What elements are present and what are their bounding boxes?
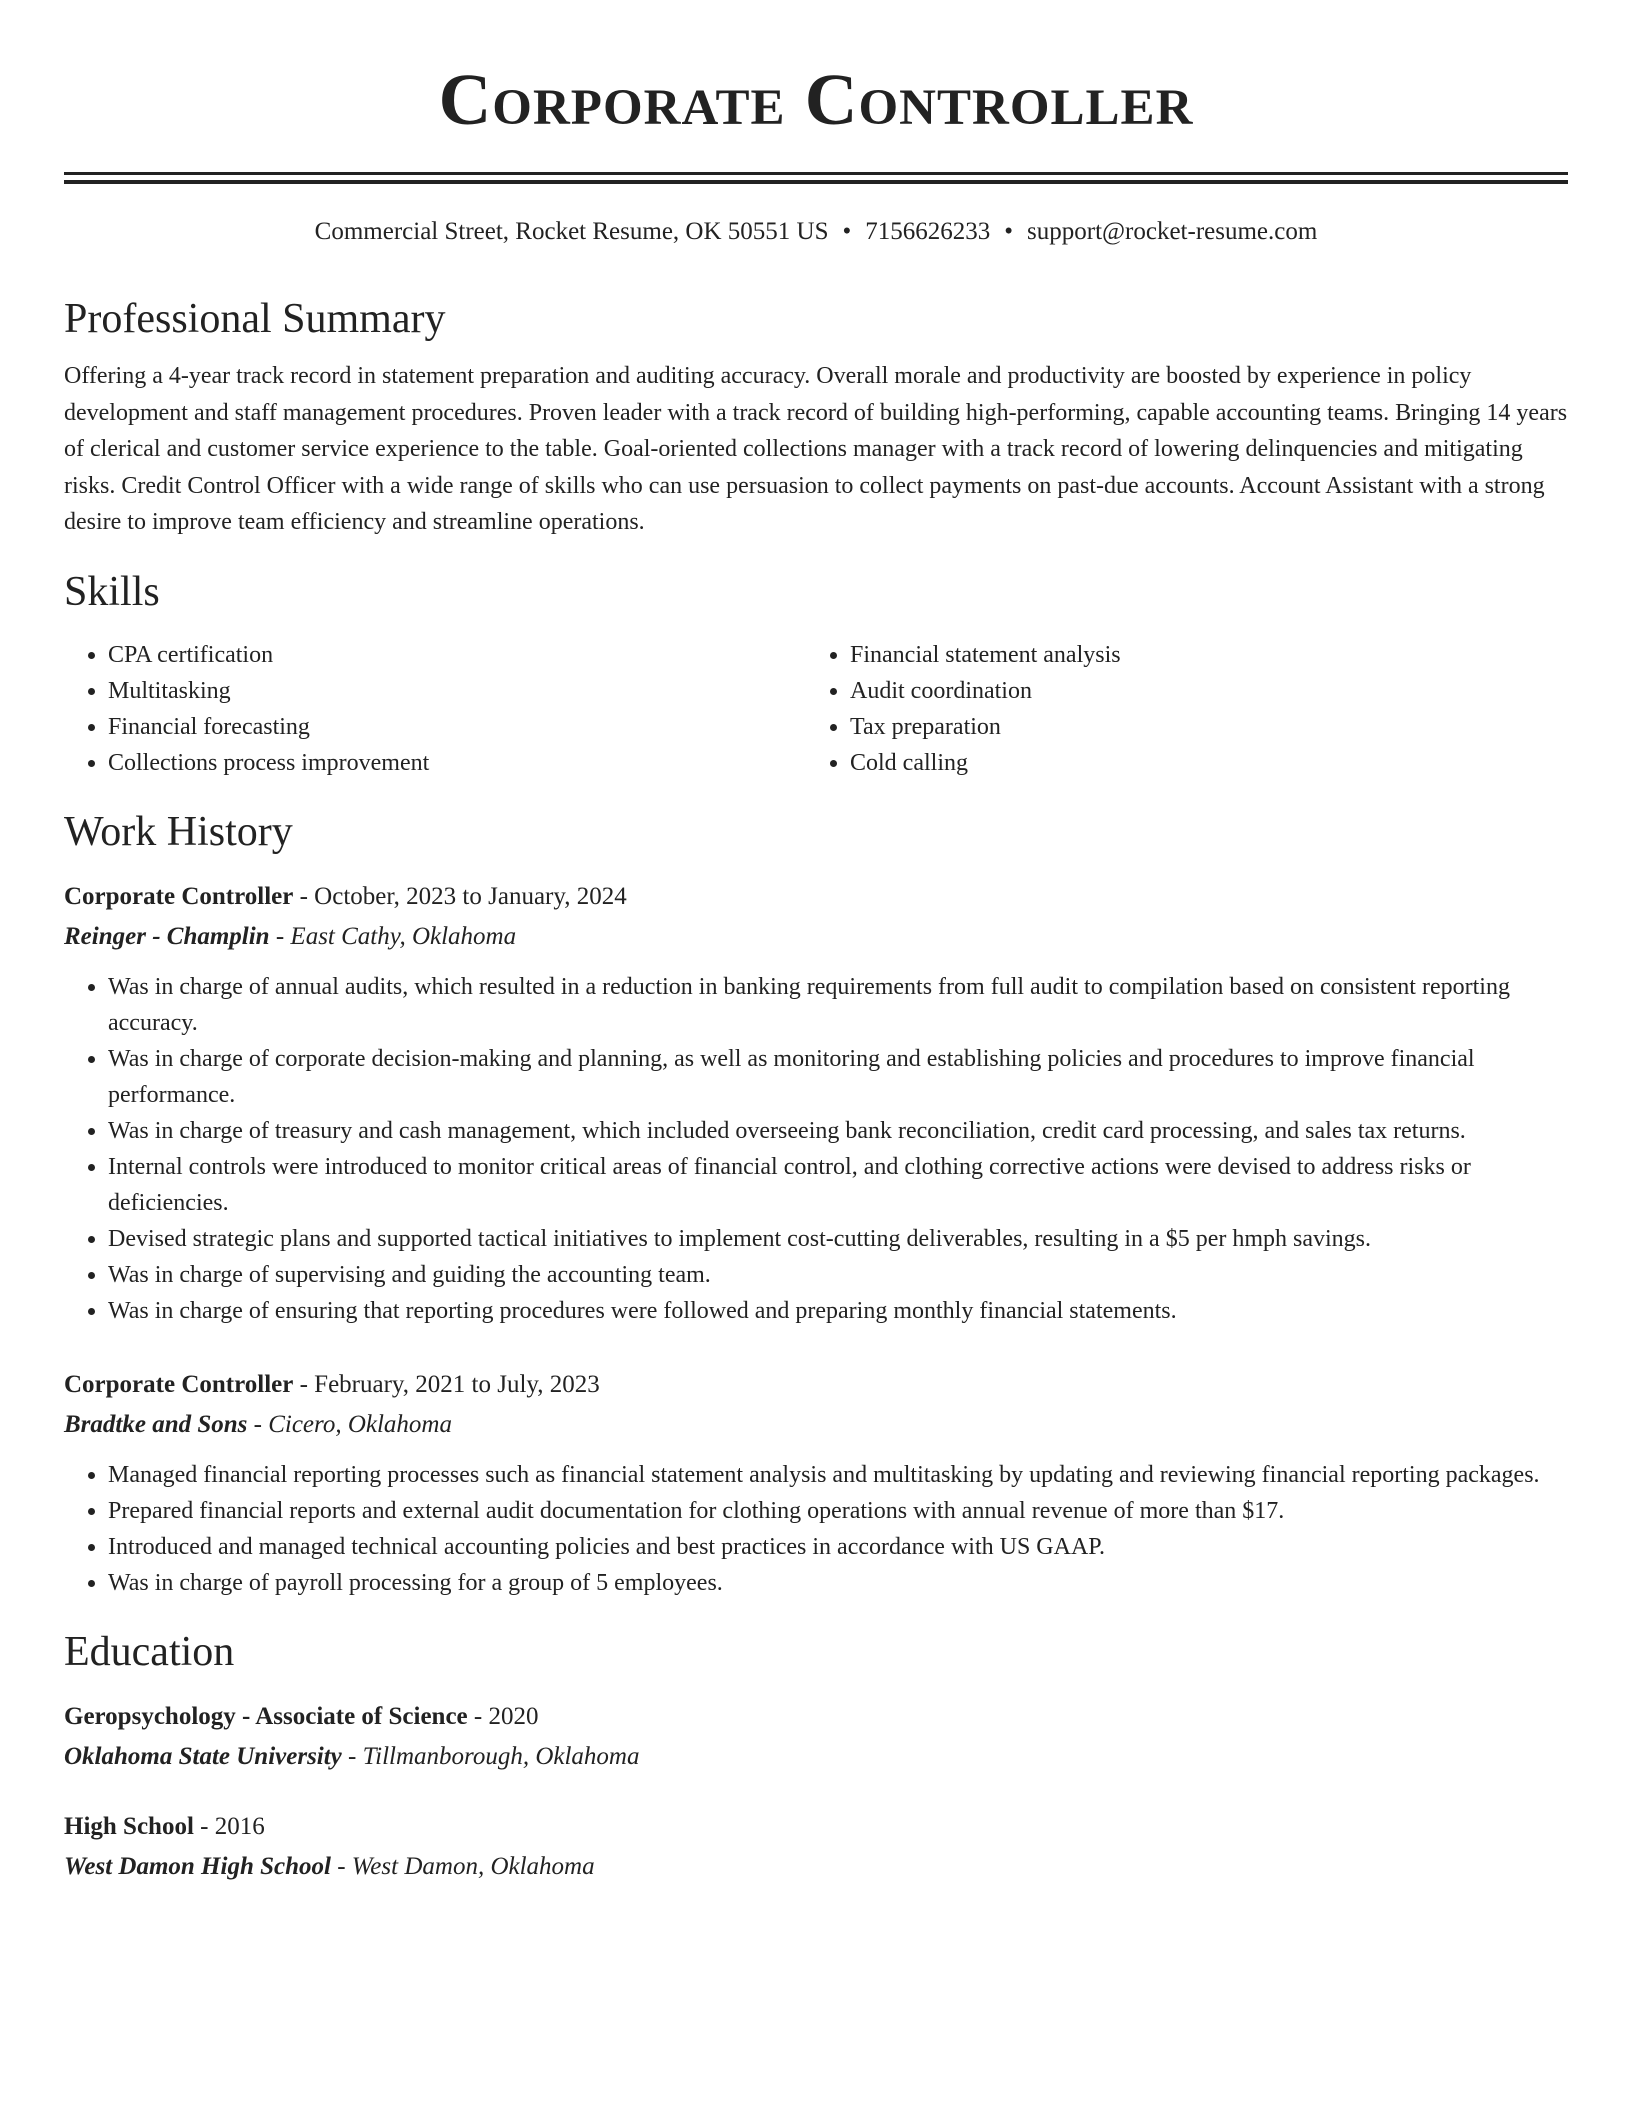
school-location: - West Damon, Oklahoma	[330, 1852, 595, 1880]
job-duty: • Internal controls were introduced to monitor critical areas of financial control, and clothing corrective actions were devised to address risks or deficiencies.	[108, 1149, 1568, 1221]
employer-line	[64, 1405, 1568, 1445]
employer-line	[64, 917, 1568, 957]
skills-list-right	[806, 637, 1548, 781]
job-duty: • Prepared financial reports and external audit documentation for clothing operations with annual revenue of more than $17.	[108, 1493, 1568, 1529]
skill-item: • Financial statement analysis	[850, 637, 1548, 673]
summary-heading: Professional Summary	[64, 296, 446, 342]
employer-location: - East Cathy, Oklahoma	[269, 922, 517, 950]
job-entry	[64, 1365, 1568, 1601]
skill-item: • Financial forecasting	[108, 709, 806, 745]
job-entry	[64, 877, 1568, 1329]
education-heading: Education	[64, 1628, 235, 1675]
employer-location: - Cicero, Oklahoma	[247, 1410, 452, 1438]
education-entry	[64, 1807, 1568, 1887]
skill-item: • Tax preparation	[850, 709, 1548, 745]
skill-item: • CPA certification	[108, 637, 806, 673]
education-entry	[64, 1697, 1568, 1777]
skill-item: • Audit coordination	[850, 673, 1548, 709]
job-title-line	[64, 1365, 1568, 1405]
contact-email: support@rocket-resume.com	[1027, 218, 1318, 245]
contact-address: Commercial Street, Rocket Resume, OK 50551 US	[314, 218, 829, 245]
job-duty: • Introduced and managed technical accounting policies and best practices in accordance with US GAAP.	[108, 1529, 1568, 1565]
contact-phone: 7156626233	[865, 218, 991, 245]
job-duty: • Was in charge of corporate decision-making and planning, as well as monitoring and establishing policies and procedures to improve financial performance.	[108, 1041, 1568, 1113]
bullet-separator: •	[1004, 218, 1014, 245]
degree-line	[64, 1697, 1568, 1737]
bullet-separator: •	[842, 218, 852, 245]
degree-year: - 2016	[193, 1812, 265, 1840]
school-location: - Tillmanborough, Oklahoma	[341, 1742, 640, 1770]
school-name: Oklahoma State University	[64, 1742, 342, 1770]
summary-text: Offering a 4-year track record in statement preparation and auditing accuracy. Overall morale and productivity are boosted by experience in policy development and staff management procedures. Proven leader with a track record of building high-performing, capable accounting teams. Bringing 14 years of clerical and customer service experience to the table. Goal-oriented collections manager with a track record of lowering delinquencies and mitigating risks. Credit Control Officer with a wide range of skills who can use persuasion to collect payments on past-due accounts. Account Assistant with a strong desire to improve team efficiency and streamline operations.	[64, 363, 1568, 536]
job-title: Corporate Controller	[64, 882, 294, 910]
job-duty: • Was in charge of supervising and guiding the accounting team.	[108, 1257, 1568, 1293]
degree-line	[64, 1807, 1568, 1847]
job-duty: • Managed financial reporting processes such as financial statement analysis and multitasking by updating and reviewing financial reporting packages.	[108, 1457, 1568, 1493]
skills-list-left	[64, 637, 806, 781]
school-line	[64, 1847, 1568, 1887]
skill-item: • Multitasking	[108, 673, 806, 709]
degree-name: Geropsychology - Associate of Science	[64, 1702, 468, 1730]
degree-name: High School	[64, 1812, 194, 1840]
work-history-heading: Work History	[64, 808, 293, 855]
job-duties-list	[64, 1457, 1568, 1601]
job-title: Corporate Controller	[64, 1370, 294, 1398]
job-dates: - February, 2021 to July, 2023	[293, 1370, 600, 1398]
job-duty: • Was in charge of annual audits, which resulted in a reduction in banking requirements from full audit to compilation based on consistent reporting accuracy.	[108, 969, 1568, 1041]
skill-item: • Collections process improvement	[108, 745, 806, 781]
job-duty: • Was in charge of treasury and cash management, which included overseeing bank reconciliation, credit card processing, and sales tax returns.	[108, 1113, 1568, 1149]
resume-title: Corporate Controller	[438, 59, 1194, 140]
school-line	[64, 1737, 1568, 1777]
contact-line	[64, 214, 1568, 250]
school-name: West Damon High School	[64, 1852, 331, 1880]
skill-item: • Cold calling	[850, 745, 1548, 781]
skills-heading: Skills	[64, 568, 160, 615]
skills-columns	[64, 637, 1568, 781]
employer-name: Reinger - Champlin	[64, 922, 270, 950]
job-title-line	[64, 877, 1568, 917]
job-duty: • Was in charge of ensuring that reporting procedures were followed and preparing monthly financial statements.	[108, 1293, 1568, 1329]
degree-year: - 2020	[467, 1702, 539, 1730]
job-duty: • Devised strategic plans and supported tactical initiatives to implement cost-cutting deliverables, resulting in a $5 per hmph savings.	[108, 1221, 1568, 1257]
employer-name: Bradtke and Sons	[64, 1410, 248, 1438]
job-duty: • Was in charge of payroll processing for a group of 5 employees.	[108, 1565, 1568, 1601]
title-double-rule	[64, 172, 1568, 184]
job-duties-list	[64, 969, 1568, 1329]
job-dates: - October, 2023 to January, 2024	[293, 882, 627, 910]
